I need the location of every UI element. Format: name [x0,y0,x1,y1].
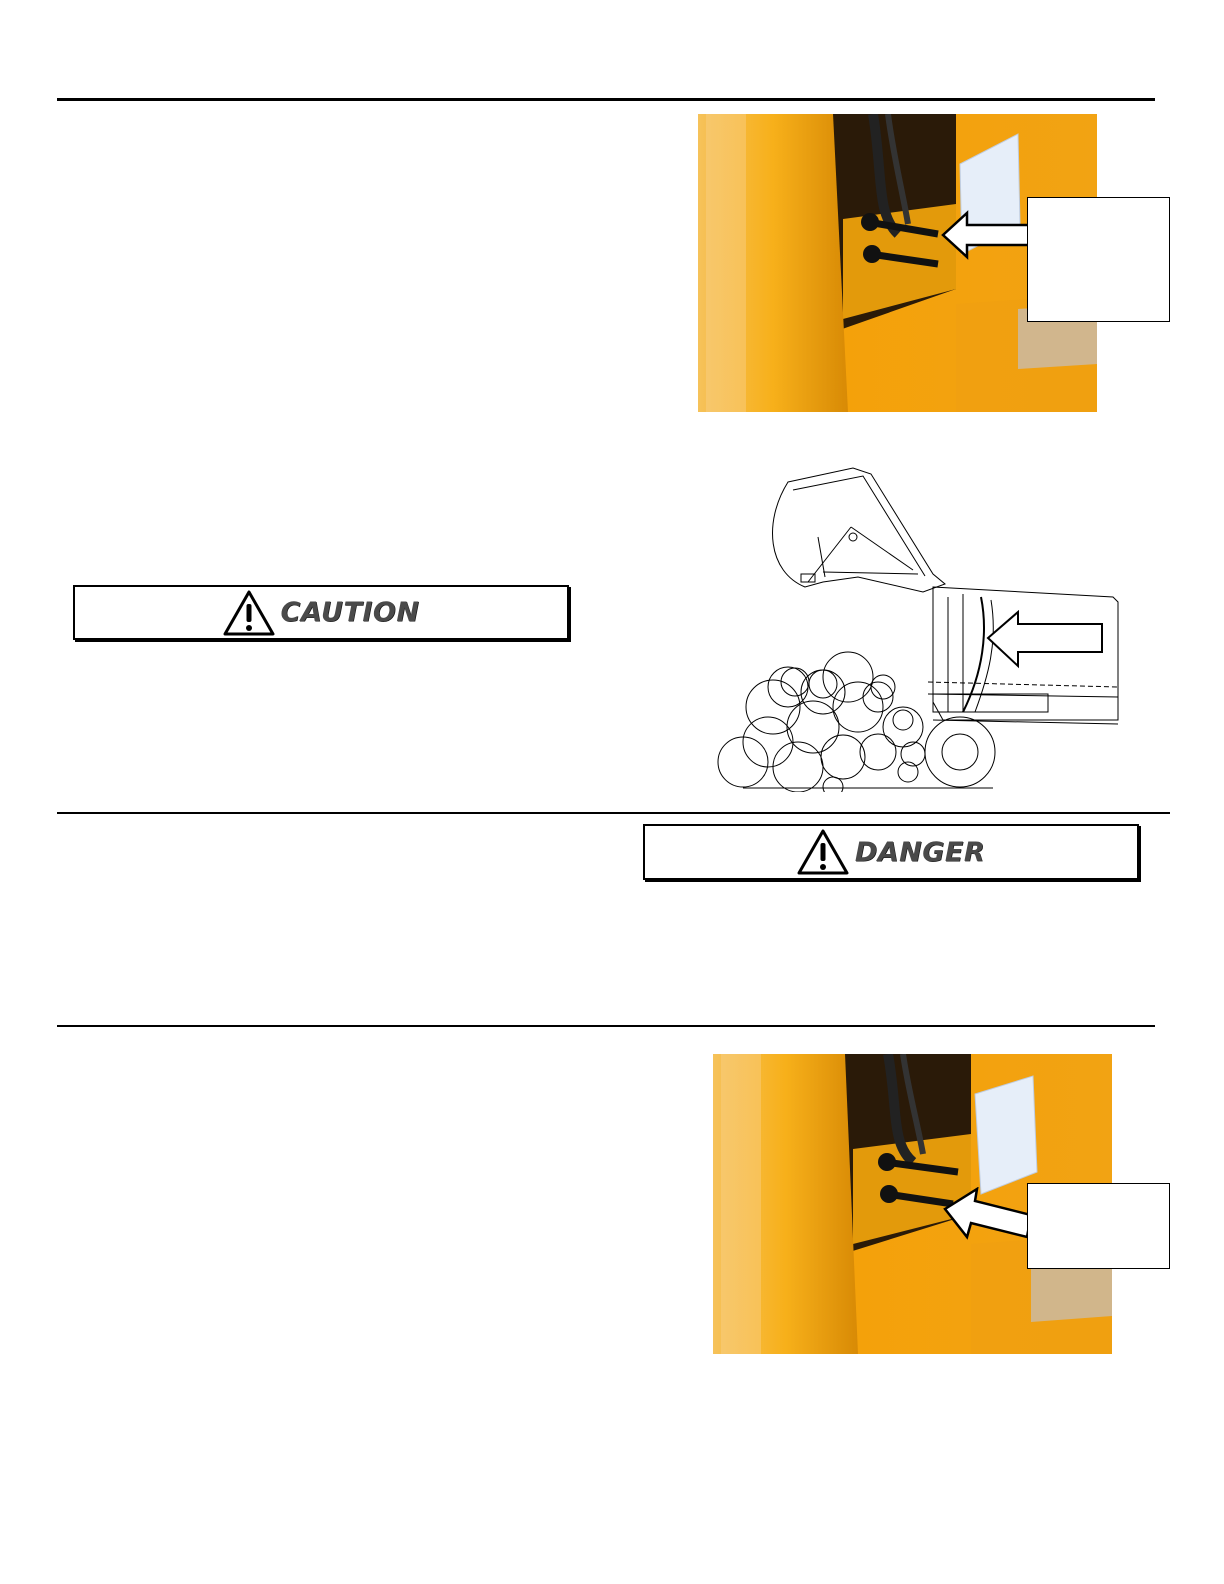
middle-rule [57,812,1170,814]
lower-rule [57,1025,1155,1027]
danger-label [643,824,1139,880]
arrow-left-icon [941,1187,1033,1249]
warning-triangle-icon [223,590,275,636]
arrow-left-icon [986,610,1106,670]
top-rule [57,98,1155,101]
caution-label [73,585,569,640]
caution-text: CAUTION [280,597,420,628]
callout-box-bottom [1027,1183,1170,1269]
arrow-left-icon [941,209,1031,261]
danger-text: DANGER [854,836,986,868]
unloading-diagram [713,462,1125,792]
callout-box-top [1027,197,1170,322]
warning-triangle-icon [797,829,849,875]
